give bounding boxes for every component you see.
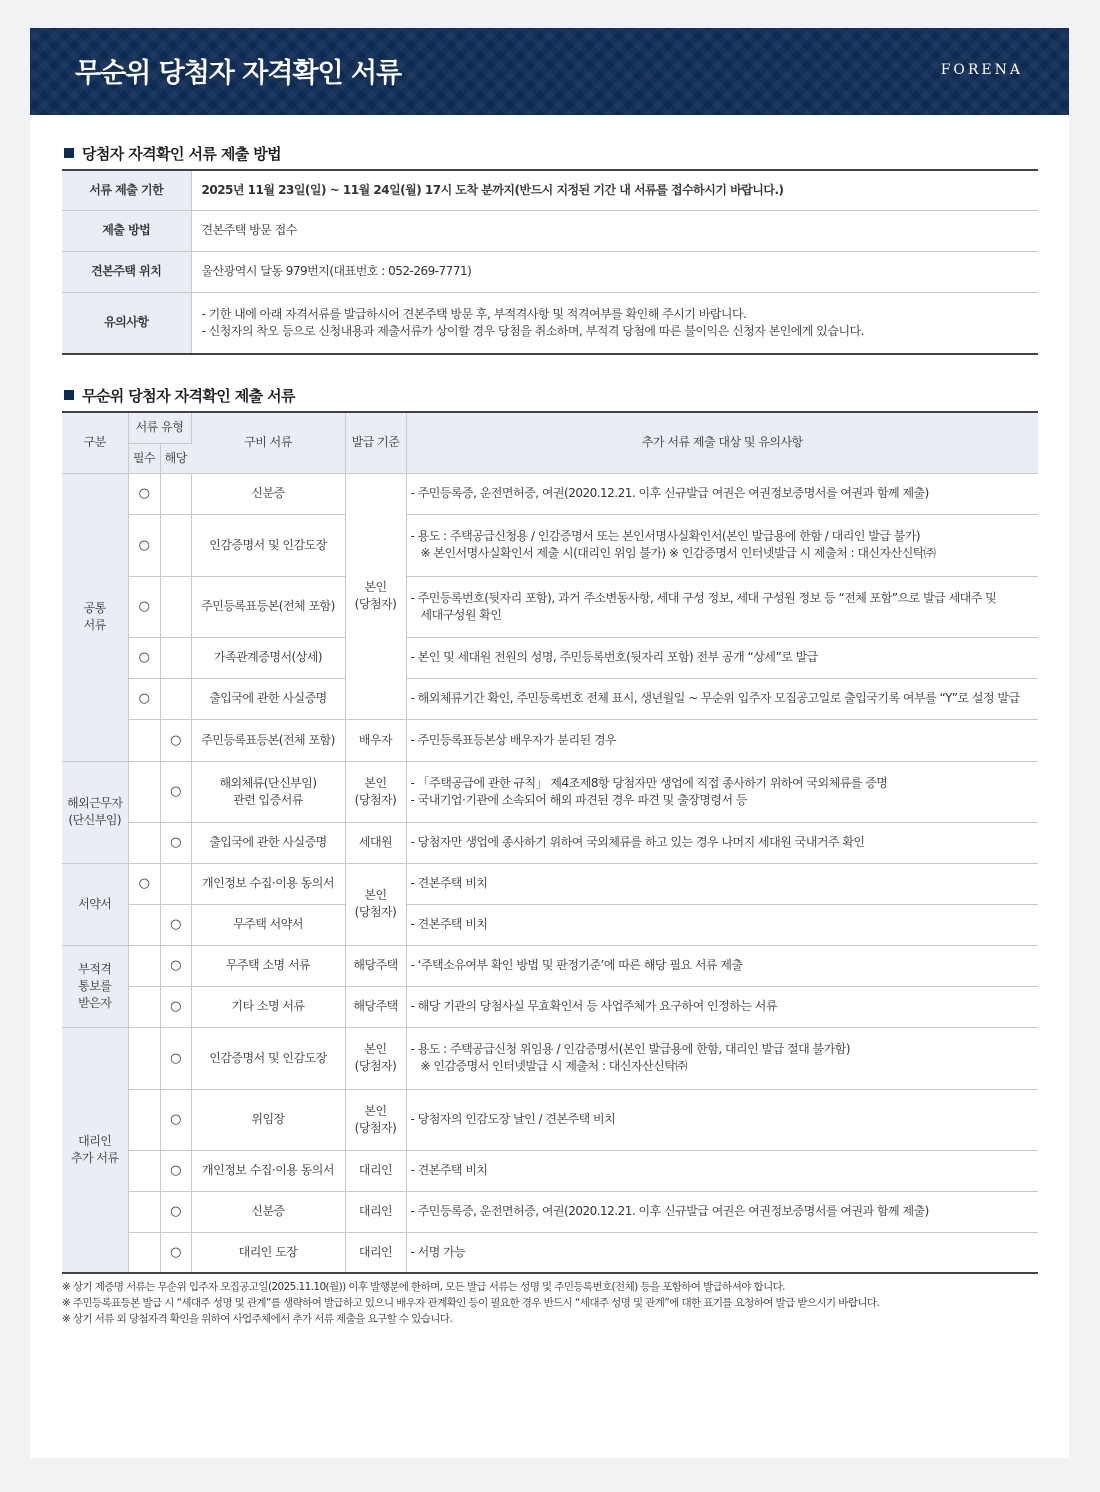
table-row [62, 904, 1038, 945]
document-notes: - 용도 : 주택공급신청 위임용 / 인감증명서(본인 발급용에 한함, 대리인 발급 절대 불가함) ※ 인감증명서 인터넷발급 시 제출처 : 대신자산신탁㈜ [406, 1027, 1038, 1089]
document-name: 대리인 도장 [191, 1232, 345, 1273]
document-name: 위임장 [191, 1089, 345, 1150]
table-row [62, 1089, 1038, 1150]
section-title-submission-method: 당첨자 자격확인 서류 제출 방법 [62, 143, 1038, 163]
square-bullet-icon [64, 390, 74, 400]
applicable-mark: ○ [160, 904, 191, 945]
document-notes: - 당첨자의 인감도장 날인 / 견본주택 비치 [406, 1089, 1038, 1150]
document-notes: - 견본주택 비치 [406, 1150, 1038, 1191]
table-row [62, 251, 1038, 292]
document-page [30, 28, 1069, 1458]
table-row [62, 761, 1038, 822]
footnote: ※ 상기 제증명 서류는 무순위 입주자 모집공고일(2025.11.10(월)) 이후 발행분에 한하며, 모든 발급 서류는 성명 및 주민등록번호(전체) 등을 포함하여 발급하셔야 합니다. [62, 1281, 785, 1293]
document-notes: - 해외체류기간 확인, 주민등록번호 전체 표시, 생년월일 ~ 무순위 입주자 모집공고일로 출입국기록 여부를 “Y”로 설정 발급 [406, 678, 1038, 719]
required-mark: ○ [128, 863, 160, 904]
content [62, 143, 1038, 1327]
header-applicable: 해당 [160, 443, 191, 473]
document-notes: - 서명 가능 [406, 1232, 1038, 1273]
brand-logo: FORENA [940, 62, 1023, 78]
document-name: 가족관계증명서(상세) [191, 637, 345, 678]
table-row [62, 1232, 1038, 1273]
table-row [62, 719, 1038, 761]
document-name: 주민등록표등본(전체 포함) [191, 719, 345, 761]
document-name: 무주택 소명 서류 [191, 945, 345, 986]
document-notes: - 「주택공급에 관한 규칙」 제4조제8항 당첨자만 생업에 직접 종사하기 위하여 국외체류를 증명 - 국내기업·기관에 소속되어 해외 파견된 경우 파견 및 출장명령서 등 [406, 761, 1038, 822]
document-notes: - 주민등록증, 운전면허증, 여권(2020.12.21. 이후 신규발급 여권은 여권정보증명서를 여권과 함께 제출) [406, 1191, 1038, 1232]
header-document: 구비 서류 [191, 412, 345, 473]
row-label: 견본주택 위치 [62, 251, 191, 292]
document-name: 무주택 서약서 [191, 904, 345, 945]
document-notes: - 당첨자만 생업에 종사하기 위하여 국외체류를 하고 있는 경우 나머지 세대원 국내거주 확인 [406, 822, 1038, 863]
table-row [62, 1150, 1038, 1191]
applicable-mark: ○ [160, 761, 191, 822]
category-ineligible: 부적격 통보를 받은자 [62, 945, 128, 1027]
row-label: 유의사항 [62, 292, 191, 354]
document-name: 출입국에 관한 사실증명 [191, 678, 345, 719]
basis-self: 본인 (당첨자) [345, 1089, 406, 1150]
required-mark: ○ [128, 678, 160, 719]
method-value: 견본주택 방문 접수 [191, 210, 1038, 251]
table-row [62, 1027, 1038, 1089]
document-notes: - ‘주택소유여부 확인 방법 및 판정기준’에 따른 해당 필요 서류 제출 [406, 945, 1038, 986]
required-documents-table [62, 411, 1038, 1274]
category-proxy: 대리인 추가 서류 [62, 1027, 128, 1273]
document-name: 인감증명서 및 인감도장 [191, 1027, 345, 1089]
footnotes [62, 1279, 1038, 1327]
table-row [62, 473, 1038, 514]
applicable-mark: ○ [160, 1027, 191, 1089]
document-notes: - 해당 기관의 당첨사실 무효확인서 등 사업주체가 요구하여 인정하는 서류 [406, 986, 1038, 1027]
applicable-mark: ○ [160, 1089, 191, 1150]
document-notes: - 견본주택 비치 [406, 863, 1038, 904]
document-notes: - 본인 및 세대원 전원의 성명, 주민등록번호(뒷자리 포함) 전부 공개 “상세”로 발급 [406, 637, 1038, 678]
row-label: 제출 방법 [62, 210, 191, 251]
section-title-required-documents: 무순위 당첨자 자격확인 제출 서류 [62, 385, 1038, 405]
footnote: ※ 주민등록표등본 발급 시 “세대주 성명 및 관계”를 생략하여 발급하고 있으니 배우자 관계확인 등이 필요한 경우 반드시 “세대주 성명 및 관계”에 대한 표기를 요청하여 발급 받으시기 바랍니다. [62, 1297, 880, 1309]
table-row [62, 292, 1038, 354]
table-row [62, 514, 1038, 576]
row-label: 서류 제출 기한 [62, 170, 191, 210]
document-notes: - 주민등록번호(뒷자리 포함), 과거 주소변동사항, 세대 구성 정보, 세대 구성원 정보 등 “전체 포함”으로 발급 세대주 및 세대구성원 확인 [406, 576, 1038, 637]
required-mark: ○ [128, 514, 160, 576]
document-name: 기타 소명 서류 [191, 986, 345, 1027]
table-row [62, 576, 1038, 637]
table-row [62, 986, 1038, 1027]
table-row [62, 863, 1038, 904]
header-banner [30, 28, 1069, 115]
applicable-mark: ○ [160, 1232, 191, 1273]
table-row [62, 678, 1038, 719]
document-name: 신분증 [191, 473, 345, 514]
document-notes: - 주민등록증, 운전면허증, 여권(2020.12.21. 이후 신규발급 여권은 여권정보증명서를 여권과 함께 제출) [406, 473, 1038, 514]
basis-self: 본인 (당첨자) [345, 761, 406, 822]
table-row [62, 945, 1038, 986]
table-row [62, 637, 1038, 678]
footnote: ※ 상기 서류 외 당첨자격 확인을 위하여 사업주체에서 추가 서류 제출을 요구할 수 있습니다. [62, 1313, 453, 1325]
header-category: 구분 [62, 412, 128, 473]
basis-proxy: 대리인 [345, 1232, 406, 1273]
deadline-value: 2025년 11월 23일(일) ~ 11월 24일(월) 17시 도착 분까지(반드시 지정된 기간 내 서류를 접수하시기 바랍니다.) [191, 170, 1038, 210]
page-title: 무순위 당첨자 자격확인 서류 [75, 58, 402, 89]
document-notes: - 용도 : 주택공급신청용 / 인감증명서 또는 본인서명사실확인서(본인 발급용에 한함 / 대리인 발급 불가) ※ 본인서명사실확인서 제출 시(대리인 위임 불가) ※ 인감증명서 인터넷발급 시 제출처 : 대신자산신탁㈜ [406, 514, 1038, 576]
applicable-mark: ○ [160, 719, 191, 761]
basis-house: 해당주택 [345, 986, 406, 1027]
header-basis: 발급 기준 [345, 412, 406, 473]
basis-proxy: 대리인 [345, 1191, 406, 1232]
caution-value: - 기한 내에 아래 자격서류를 발급하시어 견본주택 방문 후, 부적격사항 및 적격여부를 확인해 주시기 바랍니다. - 신청자의 착오 등으로 신청내용과 제출서류가 상이할 경우 당첨을 취소하며, 부적격 당첨에 따른 불이익은 신청자 본인에게 있습니다. [191, 292, 1038, 354]
applicable-mark: ○ [160, 1191, 191, 1232]
category-overseas: 해외근무자 (단신부임) [62, 761, 128, 863]
basis-self: 본인 (당첨자) [345, 1027, 406, 1089]
applicable-mark: ○ [160, 986, 191, 1027]
applicable-mark: ○ [160, 1150, 191, 1191]
document-name: 신분증 [191, 1191, 345, 1232]
basis-proxy: 대리인 [345, 1150, 406, 1191]
basis-spouse: 배우자 [345, 719, 406, 761]
basis-self: 본인 (당첨자) [345, 473, 406, 719]
header-doc-type: 서류 유형 [128, 412, 191, 443]
document-name: 주민등록표등본(전체 포함) [191, 576, 345, 637]
table-row [62, 1191, 1038, 1232]
applicable-mark: ○ [160, 945, 191, 986]
document-name: 해외체류(단신부임) 관련 입증서류 [191, 761, 345, 822]
category-pledge: 서약서 [62, 863, 128, 945]
document-notes: - 주민등록표등본상 배우자가 분리된 경우 [406, 719, 1038, 761]
header-notes: 추가 서류 제출 대상 및 유의사항 [406, 412, 1038, 473]
submission-method-table [62, 169, 1038, 355]
table-row [62, 170, 1038, 210]
document-name: 출입국에 관한 사실증명 [191, 822, 345, 863]
required-mark: ○ [128, 637, 160, 678]
category-common: 공통 서류 [62, 473, 128, 761]
applicable-mark: ○ [160, 822, 191, 863]
header-required: 필수 [128, 443, 160, 473]
document-name: 인감증명서 및 인감도장 [191, 514, 345, 576]
document-name: 개인정보 수집·이용 동의서 [191, 863, 345, 904]
basis-house: 해당주택 [345, 945, 406, 986]
document-name: 개인정보 수집·이용 동의서 [191, 1150, 345, 1191]
location-value: 울산광역시 달동 979번지(대표번호 : 052-269-7771) [191, 251, 1038, 292]
basis-self: 본인 (당첨자) [345, 863, 406, 945]
square-bullet-icon [64, 148, 74, 158]
required-mark: ○ [128, 576, 160, 637]
required-mark: ○ [128, 473, 160, 514]
document-notes: - 견본주택 비치 [406, 904, 1038, 945]
table-row [62, 210, 1038, 251]
table-row [62, 822, 1038, 863]
basis-household: 세대원 [345, 822, 406, 863]
